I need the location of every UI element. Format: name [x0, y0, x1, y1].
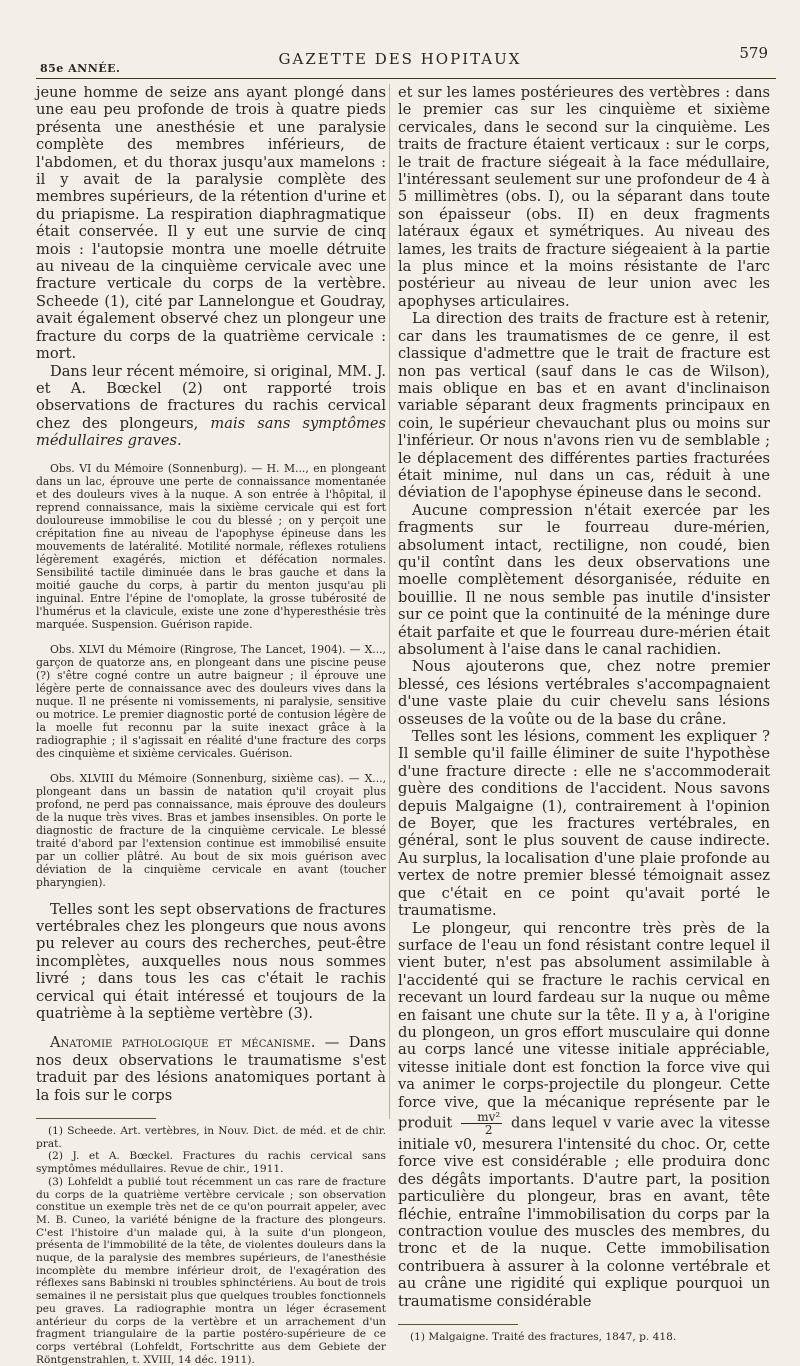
observation: Obs. XLVIII du Mémoire (Sonnenburg, sixième cas). — X..., plongeant dans un bassin de natation qu'il croyait plus profond, ne perd pas connaissance, mais éprouve des douleurs de la nuque très vives. Bras et jambes insensibles. On porte le diagnostic de fracture de la cinquième cervicale. Le blessé traité d'abord par l'extension continue est immobilisé ensuite par un collier plâtré. Au bout de six mois guérison avec déviation de la cinquième cervicale en avant (toucher pharyngien).	[36, 771, 386, 889]
footnote: (3) Lohfeldt a publié tout récemment un cas rare de fracture du corps de la quatrième vertèbre cervicale ; son observation constitue un exemple très net de ce qu'on pourrait appeler, avec M. B. Cuneo, la variété bénigne de la fracture des plongeurs. C'est l'histoire d'un malade qui, à la suite d'un plongeon, présenta de l'immobilité de la tête, de violentes douleurs dans la nuque, de la paralysie des membres supérieurs, de l'anesthésie incomplète du membre inférieur droit, de l'exagération des réflexes sans Babinski ni troubles sphinctériens. Au bout de trois semaines il ne persistait plus que quelques troubles fonctionnels peu graves. La radiographie montra un léger écrasement antérieur du corps de la vertèbre et un arrachement d'un fragment triangulaire de la partie postéro-supérieure de ce corps vertébral (Lohfeldt, Fortschritte aus dem Gebiete der Röntgenstrahlen, t. XVIII, 14 déc. 1911).	[36, 1175, 386, 1366]
section-heading: Anatomie pathologique et mécanisme.	[50, 1034, 316, 1052]
column-separator	[389, 84, 390, 1119]
paragraph-text: dans lequel v varie avec la vitesse initiale v0, mesurera l'intensité du choc. Or, cette force vive est considérable ; elle produira donc des dégâts importants. D'autre part, la position particulière du plongeur, bras en avant, tête fléchie, entraîne l'immobilisation du corps par la contraction voulue des muscles des membres, du tronc et de la nuque. Cette immobilisation contribuera à assurer à la colonne vertébrale et au crâne une rigidité qui explique pourquoi un traumatisme considérable	[398, 1114, 770, 1310]
paragraph: Nous ajouterons que, chez notre premier blessé, ces lésions vertébrales s'accompagnaient d'une vaste plaie du cuir chevelu sans lésions osseuses de la voûte ou de la base du crâne.	[398, 658, 770, 728]
kinetic-energy-formula	[461, 1111, 502, 1136]
left-column	[36, 84, 386, 1366]
formula-numerator: mv²	[461, 1111, 502, 1124]
paragraph: et sur les lames postérieures des vertèbres : dans le premier cas sur les cinquième et sixième cervicales, dans le second sur la cinquième. Les traits de fracture étaient verticaux : sur le corps, le trait de fracture siégeait à la face médullaire, l'intéressant seulement sur une profondeur de 4 à 5 millimètres (obs. I), ou la séparant dans toute son épaisseur (obs. II) en deux fragments latéraux égaux et symétriques. Au niveau des lames, les traits de fracture siégeaient à la partie la plus mince et la moins résistante de l'arc postérieur au niveau de leur union avec les apophyses articulaires.	[398, 84, 770, 310]
header-rule	[36, 78, 776, 79]
year-label: 85e ANNÉE.	[40, 62, 121, 75]
paragraph: jeune homme de seize ans ayant plongé dans une eau peu profonde de trois à quatre pieds présenta une anesthésie et une paralysie complète des membres inférieurs, de l'abdomen, et du thorax jusqu'aux mamelons : il y avait de la paralysie complète des membres supérieurs, de la rétention d'urine et du priapisme. La respiration diaphragmatique était conservée. Il y eut une survie de cinq mois : l'autopsie montra une moelle détruite au niveau de la cinquième cervicale avec une fracture verticale du corps de la vertèbre. Scheede (1), cité par Lannelongue et Goudray, avait également observé chez un plongeur une fracture du corps de la quatrième cervicale : mort.	[36, 84, 386, 363]
page-number: 579	[739, 44, 768, 62]
page-header	[0, 44, 800, 74]
formula-denominator: 2	[484, 1122, 493, 1137]
emphasis: mais sans symptômes médullaires graves.	[36, 414, 386, 450]
footnote-rule	[36, 1118, 156, 1119]
paragraph	[36, 1034, 386, 1104]
right-column	[398, 84, 770, 1344]
paragraph	[36, 363, 386, 450]
paragraph-text: Dans leur récent mémoire, si original, MM. J. et A. Bœckel (2) ont rapporté trois observations de fractures du rachis cervical chez des plongeurs,	[36, 362, 386, 432]
footnote: (1) Malgaigne. Traité des fractures, 1847, p. 418.	[410, 1331, 677, 1344]
paragraph: La direction des traits de fracture est à retenir, car dans les traumatismes de ce genre, il est classique d'admettre que le trait de fracture est non pas vertical (sauf dans le cas de Wilson), mais oblique en bas et en avant d'inclinaison variable séparant deux fragments principaux en coin, le supérieur chevauchant plus ou moins sur l'inférieur. Or nous n'avons rien vu de semblable ; le déplacement des différentes parties fracturées était minime, nul dans un cas, réduit à une déviation de l'apophyse épineuse dans le second.	[398, 310, 770, 502]
footnote-rule	[398, 1324, 518, 1325]
paragraph: Telles sont les sept observations de fractures vertébrales chez les plongeurs que nous avons pu relever au cours des recherches, peut-être incomplètes, auxquelles nous nous sommes livré ; dans tous les cas c'était le rachis cervical qui était intéressé et toujours de la quatrième à la septième vertèbre (3).	[36, 900, 386, 1022]
paragraph-text: — Dans nos deux observations le traumatisme s'est traduit par des lésions anatomiques portant à la fois sur le corps	[36, 1034, 386, 1104]
journal-title: GAZETTE DES HOPITAUX	[278, 50, 522, 68]
paragraph: Aucune compression n'était exercée par les fragments sur le fourreau dure-mérien, absolument intact, rectiligne, non coudé, bien qu'il contînt dans les deux observations une moelle complètement désorganisée, réduite en bouillie. Il ne nous semble pas inutile d'insister sur ce point que la continuité de la méninge dure était parfaite et que le fourreau dure-mérien était absolument à l'aise dans le canal rachidien.	[398, 501, 770, 658]
observation: Obs. XLVI du Mémoire (Ringrose, The Lancet, 1904). — X..., garçon de quatorze ans, en plongeant dans une piscine peuse (?) s'être cogné contre un autre baigneur ; il éprouve une légère perte de connaissance avec des douleurs vives dans la nuque. Il ne présente ni vomissements, ni paralysie, sensitive ou motrice. Le premier diagnostic porté de contusion légère de la moelle fut reconnu par la suite inexact grâce à la radiographie ; il s'agissait en réalité d'une fracture des corps des cinquième et sixième cervicales. Guérison.	[36, 642, 386, 760]
footnote: (2) J. et A. Bœckel. Fractures du rachis cervical sans symptômes médullaires. Revue de chir., 1911.	[36, 1150, 386, 1176]
footnote: (1) Scheede. Art. vertèbres, in Nouv. Dict. de méd. et de chir. prat.	[36, 1125, 386, 1150]
observation: Obs. VI du Mémoire (Sonnenburg). — H. M..., en plongeant dans un lac, éprouve une perte de connaissance momentanée et des douleurs vives à la nuque. A son entrée à l'hôpital, il reprend connaissance, mais la sixième cervicale qui est fort douloureuse immobilise le cou du blessé ; on y perçoit une crépitation fine au niveau de l'apophyse épineuse dans les mouvements de latéralité. Motilité normale, réflexes rotuliens légèrement exagérés, miction et défécation normales. Sensibilité tactile diminuée dans le bras gauche et dans la moitié gauche du corps, à partir du menton jusqu'au pli inguinal. Entre l'épine de l'omoplate, la grosse tubérosité de l'humérus et la clavicule, existe une zone d'hyperesthésie très marquée. Suspension. Guérison rapide.	[36, 461, 386, 631]
paragraph	[398, 920, 770, 1311]
paragraph: Telles sont les lésions, comment les expliquer ? Il semble qu'il faille éliminer de suite l'hypothèse d'une fracture directe : elle ne s'accommoderait guère des conditions de l'accident. Nous savons depuis Malgaigne (1), contrairement à l'opinion de Boyer, que les fractures vertébrales, en général, sont le plus souvent de cause indirecte. Au surplus, la localisation d'une plaie profonde au vertex de notre premier blessé témoignait assez que c'était en ce point qu'avait porté le traumatisme.	[398, 728, 770, 920]
paragraph-text: Le plongeur, qui rencontre très près de la surface de l'eau un fond résistant contre lequel il vient buter, n'est pas absolument assimilable à l'accidenté qui se fracture le rachis cervical en recevant un lourd fardeau sur la nuque ou même en faisant une chute sur la tête. Il y a, à l'origine du plongeon, un gros effort musculaire qui donne au corps lancé une vitesse initiale appréciable, vitesse initiale dont est fonction la force vive qui va animer le corps-projectile du plongeur. Cette force vive, que la mécanique représente par le produit	[398, 919, 770, 1132]
